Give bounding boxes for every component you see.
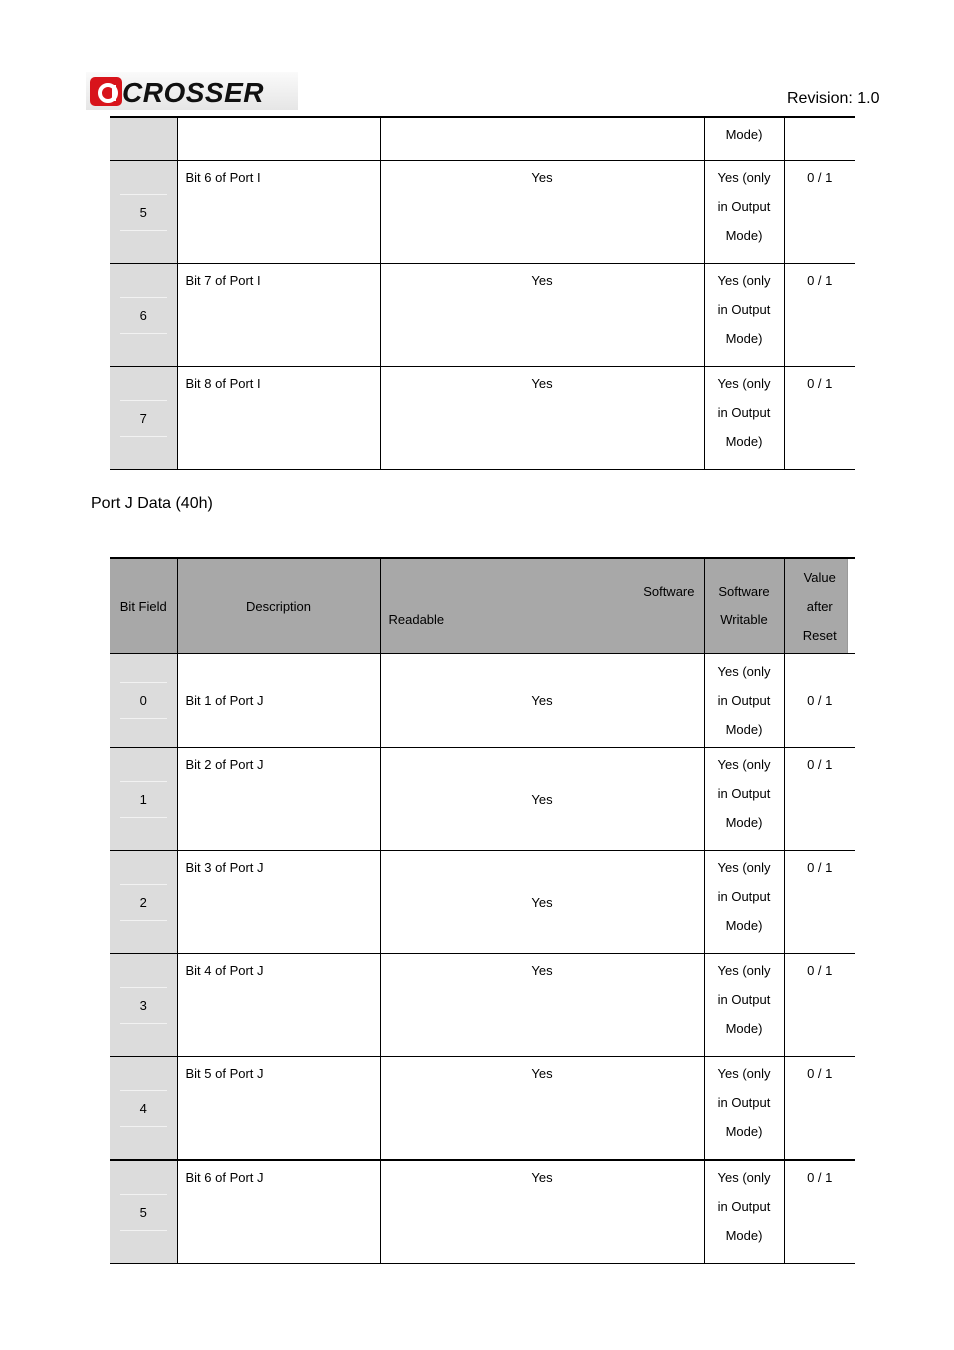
table-row [110, 161, 855, 264]
reset-cell: 0 / 1 [784, 1057, 855, 1161]
bit-cell: 5 [110, 161, 177, 264]
header-software-writable: Software Writable [704, 558, 784, 654]
table-row [110, 748, 855, 851]
bit-cell: 4 [110, 1057, 177, 1161]
table-row [110, 264, 855, 367]
readable-cell: Yes [380, 161, 704, 264]
description-cell: Bit 4 of Port J [177, 954, 380, 1057]
readable-cell: Yes [380, 264, 704, 367]
readable-cell: Yes [380, 367, 704, 470]
table-header-row [110, 558, 855, 654]
table-row [110, 367, 855, 470]
readable-cell: Yes [380, 851, 704, 954]
writable-cell: Yes (only in Output Mode) [704, 851, 784, 954]
table-row [110, 1160, 855, 1264]
revision-label: Revision: 1.0 [787, 90, 880, 107]
writable-cell: Yes (only in Output Mode) [704, 161, 784, 264]
port-i-table [110, 116, 855, 470]
description-cell: Bit 3 of Port J [177, 851, 380, 954]
description-cell: Bit 2 of Port J [177, 748, 380, 851]
reset-cell: 0 / 1 [784, 367, 855, 470]
table-row [110, 654, 855, 748]
writable-cell: Yes (only in Output Mode) [704, 1057, 784, 1161]
bit-cell [110, 117, 177, 161]
reset-cell: 0 / 1 [784, 264, 855, 367]
description-cell: Bit 6 of Port J [177, 1160, 380, 1264]
readable-cell: Yes [380, 954, 704, 1057]
description-cell: Bit 7 of Port I [177, 264, 380, 367]
svg-text:CROSSER: CROSSER [122, 77, 264, 108]
port-j-table [110, 557, 855, 1264]
bit-cell: 0 [110, 654, 177, 748]
readable-cell [380, 117, 704, 161]
description-cell: Bit 5 of Port J [177, 1057, 380, 1161]
writable-cell: Yes (only in Output Mode) [704, 1160, 784, 1264]
logo-graphic [86, 72, 298, 110]
bit-cell: 7 [110, 367, 177, 470]
reset-cell: 0 / 1 [784, 654, 855, 748]
bit-cell: 3 [110, 954, 177, 1057]
header-value-after-reset: Value after Reset [784, 558, 855, 654]
writable-cell: Yes (only in Output Mode) [704, 954, 784, 1057]
bit-cell: 5 [110, 1160, 177, 1264]
writable-cell: Yes (only in Output Mode) [704, 748, 784, 851]
table-row [110, 954, 855, 1057]
description-cell [177, 117, 380, 161]
readable-cell: Yes [380, 654, 704, 748]
reset-cell: 0 / 1 [784, 1160, 855, 1264]
header-description: Description [177, 558, 380, 654]
header-software-readable: Software Readable [380, 558, 704, 654]
writable-cell: Mode) [704, 117, 784, 161]
reset-cell: 0 / 1 [784, 851, 855, 954]
writable-cell: Yes (only in Output Mode) [704, 367, 784, 470]
table-row [110, 117, 855, 161]
writable-cell: Yes (only in Output Mode) [704, 264, 784, 367]
table-row [110, 851, 855, 954]
header-bit-field: Bit Field [110, 558, 177, 654]
bit-cell: 2 [110, 851, 177, 954]
readable-cell: Yes [380, 748, 704, 851]
reset-cell: 0 / 1 [784, 748, 855, 851]
description-cell: Bit 6 of Port I [177, 161, 380, 264]
description-cell: Bit 1 of Port J [177, 654, 380, 748]
description-cell: Bit 8 of Port I [177, 367, 380, 470]
reset-cell: 0 / 1 [784, 161, 855, 264]
bit-cell: 6 [110, 264, 177, 367]
reset-cell: 0 / 1 [784, 954, 855, 1057]
acrosser-logo [86, 72, 298, 110]
writable-cell: Yes (only in Output Mode) [704, 654, 784, 748]
section-title: Port J Data (40h) [91, 495, 213, 512]
bit-cell: 1 [110, 748, 177, 851]
readable-cell: Yes [380, 1057, 704, 1161]
reset-cell [784, 117, 855, 161]
readable-cell: Yes [380, 1160, 704, 1264]
table-row [110, 1057, 855, 1161]
